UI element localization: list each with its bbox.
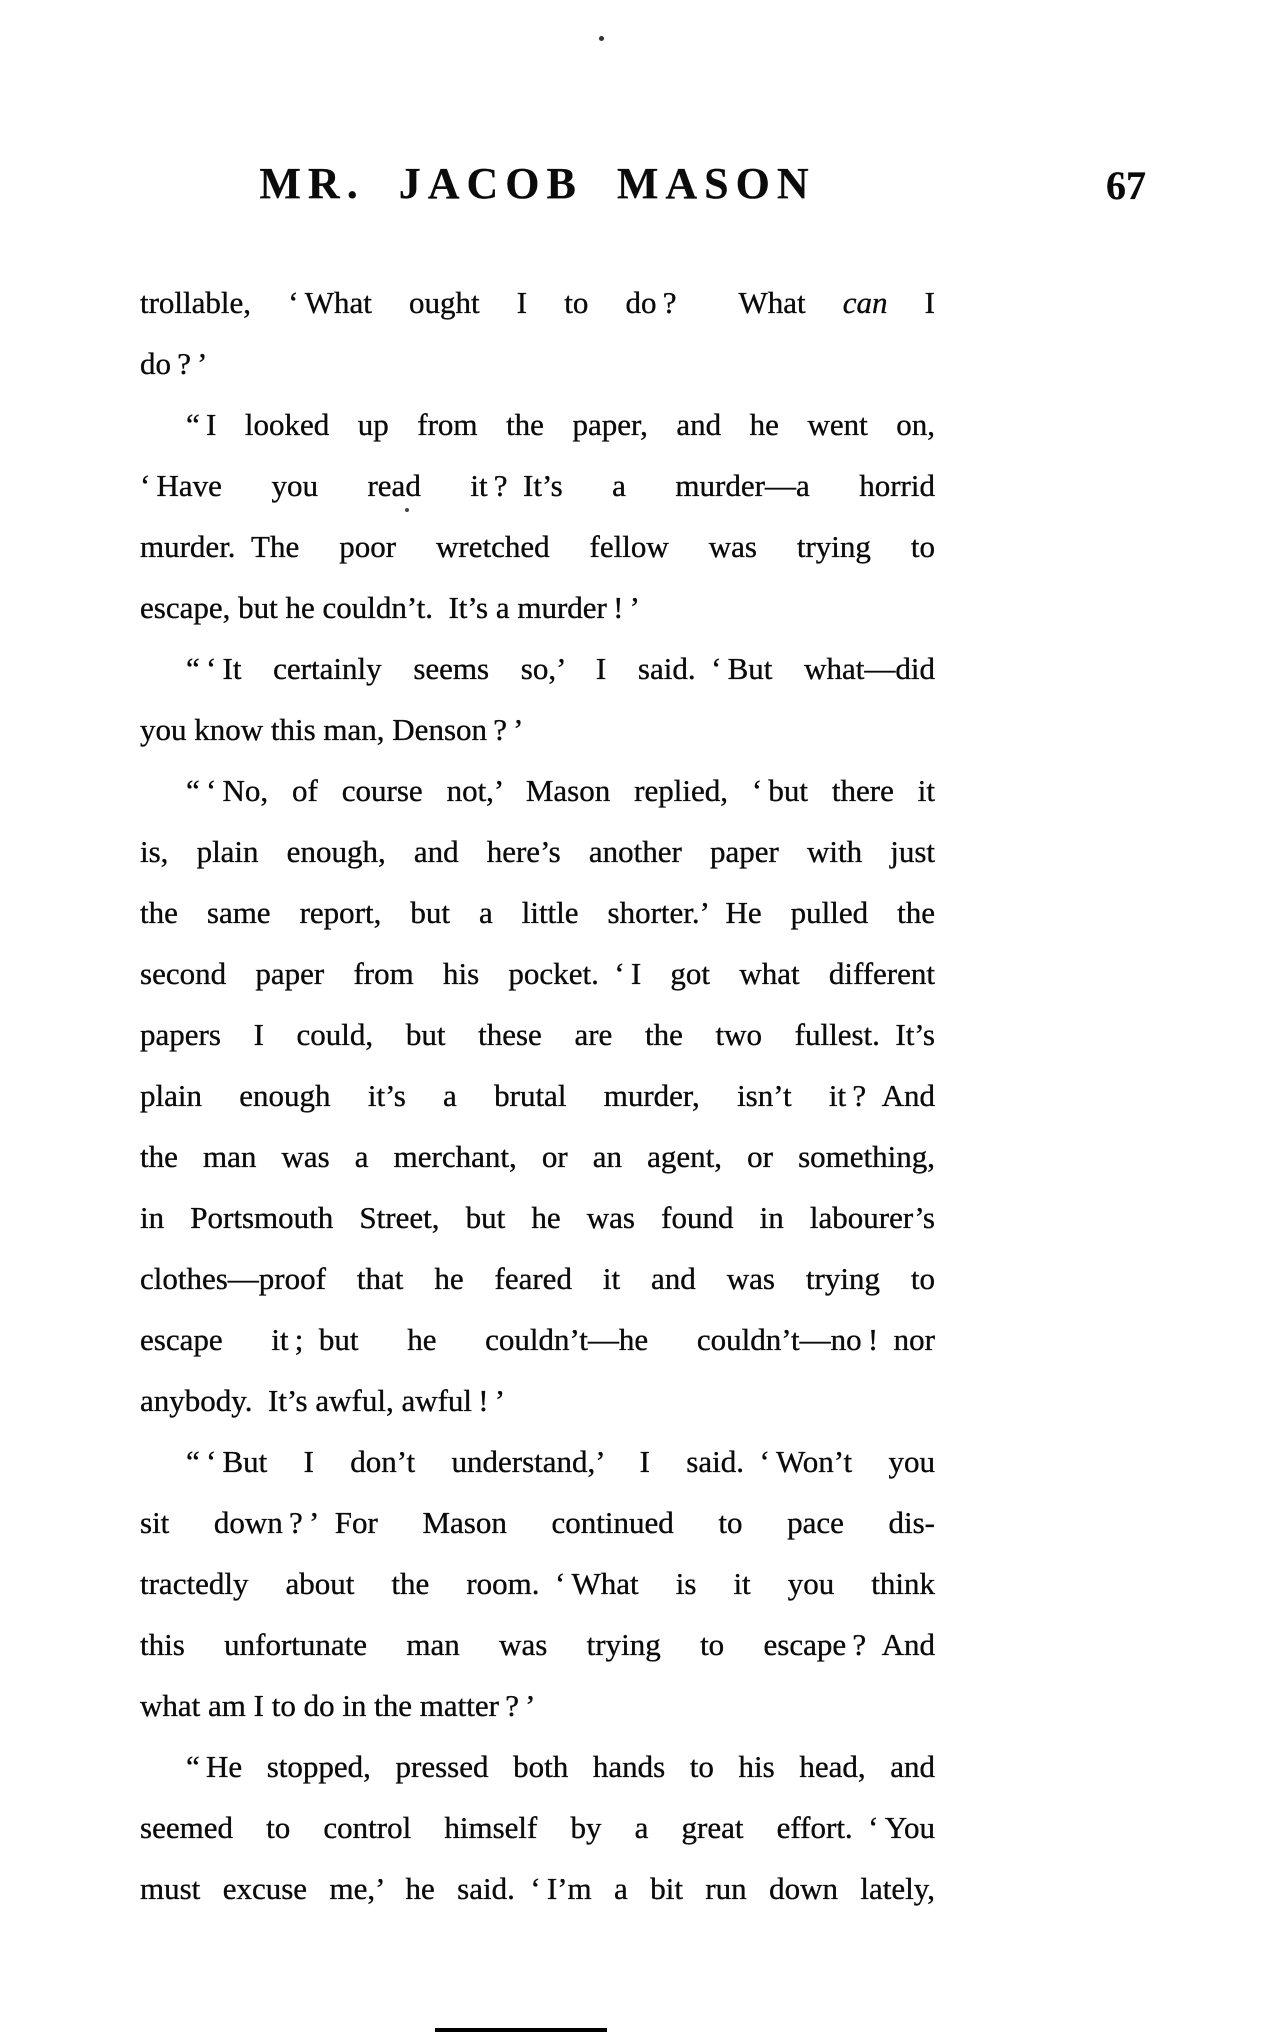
text-line: escape it ; but he couldn’t—he couldn’t—no ! nor <box>140 1322 935 1357</box>
scan-artifact-bar <box>435 2028 607 2032</box>
text-line: must excuse me,’ he said. ‘ I’m a bit run down lately, <box>140 1871 935 1906</box>
text-line: ‘ Have you read it ? It’s a murder—a horrid <box>140 468 935 503</box>
text-line: “ I looked up from the paper, and he went on, <box>186 407 935 442</box>
text-line: seemed to control himself by a great effort. ‘ You <box>140 1810 935 1845</box>
text-line: in Portsmouth Street, but he was found in labourer’s <box>140 1200 935 1235</box>
running-header <box>140 158 935 209</box>
text-line <box>140 272 935 333</box>
text-line: what am I to do in the matter ? ’ <box>140 1688 536 1723</box>
italic-word: can <box>842 285 888 320</box>
text-line: “ He stopped, pressed both hands to his head, and <box>186 1749 935 1784</box>
text-line: sit down ? ’ For Mason continued to pace dis- <box>140 1505 935 1540</box>
text-line: murder. The poor wretched fellow was trying to <box>140 529 935 564</box>
text-line: plain enough it’s a brutal murder, isn’t it ? And <box>140 1078 935 1113</box>
text-segment: trollable, ‘ What ought I to do ? What <box>140 285 843 320</box>
text-line: is, plain enough, and here’s another paper with just <box>140 834 935 869</box>
scan-speck <box>599 36 604 41</box>
text-line: papers I could, but these are the two fullest. It’s <box>140 1017 935 1052</box>
text-line: anybody. It’s awful, awful ! ’ <box>140 1383 506 1418</box>
page-title: MR. JACOB MASON <box>259 159 816 208</box>
text-line: second paper from his pocket. ‘ I got what different <box>140 956 935 991</box>
text-line: do ? ’ <box>140 346 208 381</box>
text-segment: I <box>887 285 935 320</box>
text-line: escape, but he couldn’t. It’s a murder ! ’ <box>140 590 640 625</box>
text-line: the same report, but a little shorter.’ He pulled the <box>140 895 935 930</box>
text-line: tractedly about the room. ‘ What is it you think <box>140 1566 935 1601</box>
scan-speck <box>405 508 409 512</box>
body-text <box>140 272 935 1919</box>
text-line: clothes—proof that he feared it and was trying to <box>140 1261 935 1296</box>
text-line: you know this man, Denson ? ’ <box>140 712 524 747</box>
text-line: “ ‘ It certainly seems so,’ I said. ‘ But what—did <box>186 651 935 686</box>
page-number: 67 <box>1106 163 1146 208</box>
text-line: the man was a merchant, or an agent, or something, <box>140 1139 935 1174</box>
text-line: “ ‘ No, of course not,’ Mason replied, ‘ but there it <box>186 773 935 808</box>
text-line: “ ‘ But I don’t understand,’ I said. ‘ Won’t you <box>186 1444 935 1479</box>
text-line: this unfortunate man was trying to escape ? And <box>140 1627 935 1662</box>
